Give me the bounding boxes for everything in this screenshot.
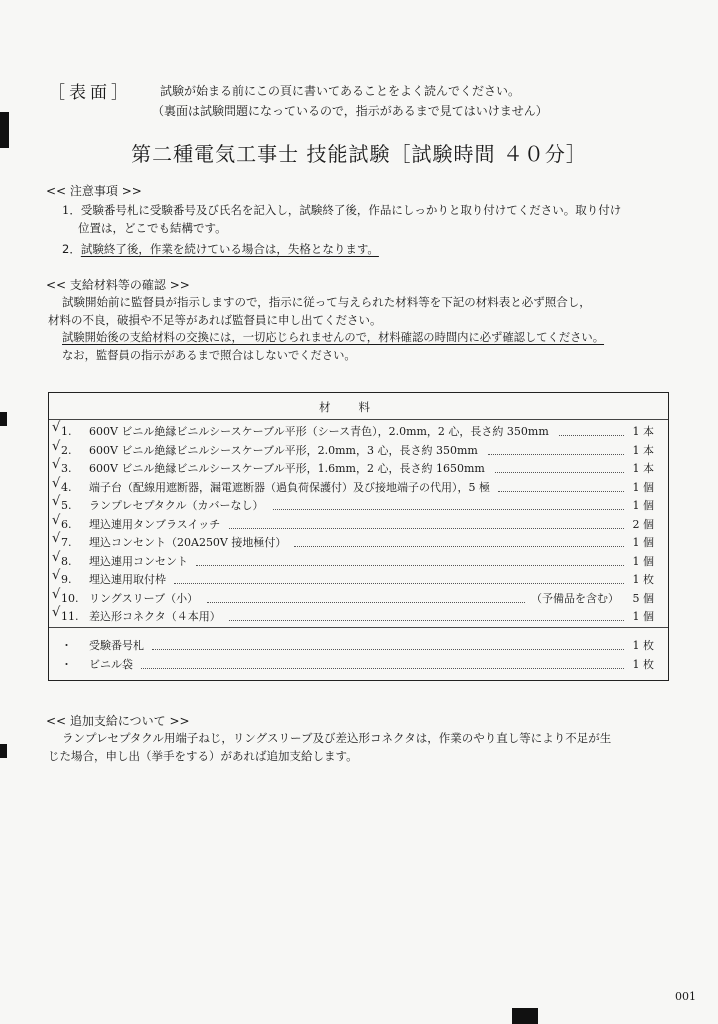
leader-dots xyxy=(174,583,624,584)
material-name: ビニル袋 xyxy=(89,658,133,671)
material-quantity: 1 個 xyxy=(632,610,654,623)
material-name: 埋込連用コンセント xyxy=(89,554,188,568)
check-mark-icon: √ xyxy=(52,586,61,602)
notes-item1-line2: 位置は，どこでも結構です。 xyxy=(78,221,227,235)
material-quantity: 1 本 xyxy=(632,425,654,438)
check-mark-icon: √ xyxy=(52,605,61,620)
materials-heading: 材料 xyxy=(319,400,398,414)
material-name: 600V ビニル絶縁ビニルシースケーブル平形，1.6mm，2 心，長さ約 1650mm xyxy=(89,462,485,475)
scan-mark-mid xyxy=(0,412,7,426)
material-number: 1. xyxy=(61,425,72,438)
check-mark-icon: √ xyxy=(52,438,61,454)
materials-table xyxy=(48,392,669,681)
supply-line-3: 試験開始後の支給材料の交換には，一切応じられませんので，材料確認の時間内に必ず確認してください。 xyxy=(62,331,605,344)
page-title: 第二種電気工事士 技能試験［試験時間 ４０分］ xyxy=(131,142,587,166)
notes-item2-warning: 試験終了後，作業を続けている場合は，失格となります。 xyxy=(80,242,379,256)
material-name: 埋込連用タンブラスイッチ xyxy=(89,517,221,531)
supply-heading: << 支給材料等の確認 >> xyxy=(46,278,190,292)
material-name: 受験番号札 xyxy=(89,639,144,652)
material-quantity: 1 個 xyxy=(632,499,654,512)
material-row xyxy=(49,586,668,608)
check-mark-icon: √ xyxy=(52,531,61,546)
material-row xyxy=(49,475,668,497)
material-note: （予備品を含む） xyxy=(531,591,619,605)
leader-dots xyxy=(498,491,624,492)
material-row xyxy=(49,420,668,441)
face-label: ［表面］ xyxy=(48,83,132,103)
notes-item2 xyxy=(62,240,379,258)
leader-dots xyxy=(495,472,624,473)
additional-line-1: ランプレセプタクル用端子ねじ，リングスリーブ及び差込形コネクタは，作業のやり直し等により不足が生 xyxy=(62,731,612,745)
material-number: 7. xyxy=(61,536,72,549)
extra-row xyxy=(49,637,668,655)
leader-dots xyxy=(294,546,624,547)
material-number: ・ xyxy=(61,658,72,671)
material-row xyxy=(49,549,668,571)
page-number: 001 xyxy=(675,990,696,1003)
material-quantity: 1 枚 xyxy=(632,639,654,652)
material-number: 2. xyxy=(61,443,72,457)
supply-line-4: なお，監督員の指示があるまで照合はしないでください。 xyxy=(62,349,356,362)
material-number: 5. xyxy=(61,499,72,512)
check-mark-icon: √ xyxy=(52,568,61,583)
leader-dots xyxy=(207,602,525,603)
material-name: 埋込連用取付枠 xyxy=(89,573,166,586)
material-number: 4. xyxy=(61,480,72,494)
material-name: 600V ビニル絶縁ビニルシースケーブル平形，2.0mm，3 心，長さ約 350mm xyxy=(89,443,478,457)
material-row xyxy=(49,512,668,534)
material-quantity: 1 本 xyxy=(632,443,654,457)
material-row xyxy=(49,605,668,626)
material-row xyxy=(49,494,668,515)
scan-mark-bottom xyxy=(512,1008,538,1024)
material-row xyxy=(49,531,668,552)
material-row xyxy=(49,438,668,460)
instruction-line-1: 試験が始まる前にこの頁に書いてあることをよく読んでください。 xyxy=(160,84,521,98)
material-name: 差込形コネクタ（４本用） xyxy=(89,610,221,623)
check-mark-icon: √ xyxy=(52,420,61,435)
material-number: 8. xyxy=(61,554,72,568)
material-name: 埋込コンセント（20A250V 接地極付） xyxy=(89,536,287,549)
extra-row xyxy=(49,656,668,674)
material-row xyxy=(49,457,668,478)
material-quantity: 1 枚 xyxy=(632,658,654,671)
additional-heading: << 追加支給について >> xyxy=(46,714,190,728)
check-mark-icon: √ xyxy=(52,457,61,472)
leader-dots xyxy=(141,668,624,669)
additional-line-2: じた場合，申し出（挙手をする）があれば追加支給します。 xyxy=(48,749,358,763)
leader-dots xyxy=(488,454,624,455)
material-quantity: 2 個 xyxy=(632,517,654,531)
material-number: 10. xyxy=(61,591,79,605)
material-number: 6. xyxy=(61,517,72,531)
supply-line-2: 材料の不良，破損や不足等があれば監督員に申し出てください。 xyxy=(48,313,382,327)
leader-dots xyxy=(559,435,624,436)
material-number: 9. xyxy=(61,573,72,586)
material-quantity: 5 個 xyxy=(632,591,654,605)
material-name: 600V ビニル絶縁ビニルシースケーブル平形（シース青色），2.0mm，2 心，長さ約 350mm xyxy=(89,425,549,438)
material-quantity: 1 本 xyxy=(632,462,654,475)
material-number: ・ xyxy=(61,639,72,652)
notes-item2-prefix: 2． xyxy=(62,242,81,256)
materials-extras-rule xyxy=(49,627,668,628)
check-mark-icon: √ xyxy=(52,494,61,509)
material-number: 3. xyxy=(61,462,72,475)
notes-heading: << 注意事項 >> xyxy=(46,184,142,198)
materials-heading-rule xyxy=(49,419,668,420)
material-name: 端子台（配線用遮断器，漏電遮断器（過負荷保護付）及び接地端子の代用），5 極 xyxy=(89,480,490,494)
check-mark-icon: √ xyxy=(52,475,61,491)
material-quantity: 1 枚 xyxy=(632,573,654,586)
material-quantity: 1 個 xyxy=(632,536,654,549)
material-number: 11. xyxy=(61,610,79,623)
leader-dots xyxy=(152,649,624,650)
material-quantity: 1 個 xyxy=(632,554,654,568)
material-name: リングスリーブ（小） xyxy=(89,591,199,605)
material-quantity: 1 個 xyxy=(632,480,654,494)
scan-mark-low xyxy=(0,744,7,758)
check-mark-icon: √ xyxy=(52,512,61,528)
leader-dots xyxy=(229,620,624,621)
material-row xyxy=(49,568,668,589)
check-mark-icon: √ xyxy=(52,549,61,565)
instruction-line-2: （裏面は試験問題になっているので，指示があるまで見てはいけません） xyxy=(152,104,548,118)
leader-dots xyxy=(229,528,624,529)
supply-line-1: 試験開始前に監督員が指示しますので，指示に従って与えられた材料等を下記の材料表と必ず照合し， xyxy=(62,295,591,309)
notes-item1-line1: 1．受験番号札に受験番号及び氏名を記入し，試験終了後，作品にしっかりと取り付けてください。取り付け xyxy=(62,203,622,217)
leader-dots xyxy=(273,509,624,510)
leader-dots xyxy=(196,565,624,566)
material-name: ランプレセプタクル（カバーなし） xyxy=(89,499,264,512)
